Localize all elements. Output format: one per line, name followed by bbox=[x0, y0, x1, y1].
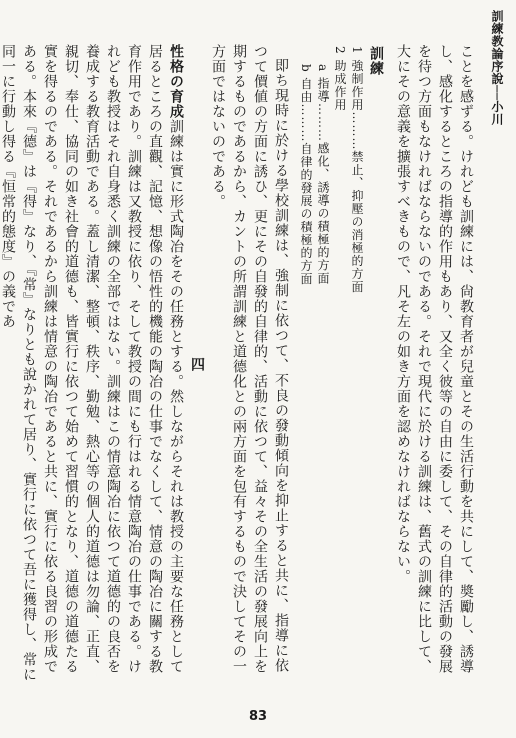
paragraph-2: 即ち現時に於ける學校訓練は、強制に依つて、不良の發動傾向を抑止すると共に、指導に依つて價値の方面に誘ひ、更にその自發的自律的、活動に依つて、益々その全生活の發展向上を期するものであるから、カントの所謂訓練と道德化との兩方面を包有するもので決してその一方面ではないのである。 bbox=[210, 44, 289, 674]
running-head: 訓練教論序說──小川 bbox=[490, 10, 504, 126]
section-number: 四 bbox=[189, 356, 205, 372]
main-text bbox=[0, 44, 476, 684]
section-heading: 性格の育成 bbox=[168, 44, 184, 119]
training-diagram bbox=[297, 46, 386, 682]
paragraph-3-text: 訓練は實に形式陶冶をその任務とする。然しながらそれは教授の主要な任務として居るところの直觀、記憶、想像の悟性的機能の陶冶の仕事でなくして、情意の陶冶に關する教育作用であり。訓練は又教授に依り、そして教授の間にも行はれる情意陶冶の仕事である。けれども教授はそれ自身悉く訓練の全部ではない。訓練はこの情意陶冶に依つて道德的の良否を養成する教育活動である。蓋し清潔、整頓、秩序、勤勉、熱心等の個人的道德は勿論、正直、親切、奉仕、協同の如き社會的道德も、皆實行に依つて始めて習慣的となり、道德の道德たる實を得るのである。それであるから訓練は情意の陶冶であると共に、實行に依る良習の形成である。本來『德』は『得』なり、『常』なりとも說かれて居り、實行に依つて吾に獲得し、常に同一に行動し得る『恒常的態度』の義であ bbox=[0, 44, 184, 682]
diagram-subitem-a: a 指導………感化、誘導の積極的方面 bbox=[316, 64, 330, 285]
page-number: 83 bbox=[248, 709, 268, 724]
diagram-subitem-b: b 自由………自律的發展の積極的方面 bbox=[299, 64, 313, 286]
diagram-item-1: 1 強制作用………禁止、抑壓の消極的方面 bbox=[350, 46, 364, 294]
diagram-item-2: 2 助成作用 bbox=[333, 46, 347, 112]
paragraph-3 bbox=[0, 44, 186, 684]
diagram-root: 訓練 bbox=[368, 46, 384, 76]
paragraph-1: ことを感ずる。けれども訓練には、尙教育者が兒童とその生活行動を共にして、奬勵し、誘導し、感化するところの指導的作用もあり、又全く彼等の自由に委して、その自律的活動の發展を待つ方面もなければならないのである。それで現代に於ける訓練は、舊式の訓練に比して、大にその意義を擴張すべきもので、凡そ左の如き方面を認めなければならない。 bbox=[395, 44, 474, 674]
